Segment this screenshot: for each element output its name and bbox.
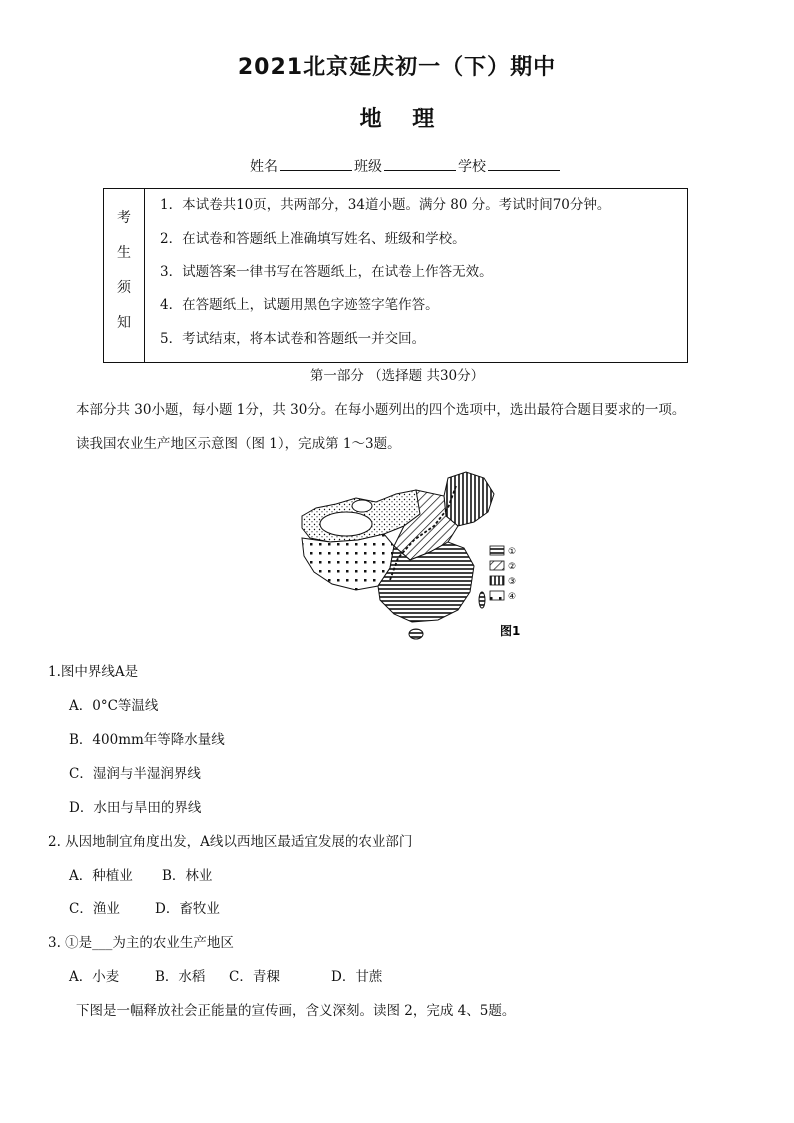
option[interactable]: A．小麦 [69,969,120,985]
option[interactable]: C．青稞 [229,969,280,985]
next-section-intro: 下图是一幅释放社会正能量的宣传画，含义深刻。读图 2，完成 4、5题。 [76,1003,516,1019]
notice-rule: 5．考试结束，将本试卷和答题纸一并交回。 [160,331,426,347]
legend-swatch-4 [490,591,504,600]
school-label: 学校 [458,159,486,175]
notice-heading-char: 须 [117,280,131,296]
subject-title: 地 理 [359,107,435,132]
notice-heading [104,189,145,362]
student-info-line [250,156,562,176]
notice-rule: 4．在答题纸上，试题用黑色字迹签字笔作答。 [160,297,439,313]
option[interactable]: C．渔业 [69,901,120,917]
class-blank[interactable] [384,156,456,171]
name-blank[interactable] [280,156,352,171]
legend-label-2: ② [508,562,517,572]
school-blank[interactable] [488,156,560,171]
class-label: 班级 [354,159,382,175]
option[interactable]: B．水稻 [155,969,206,985]
option[interactable]: D．甘蔗 [331,969,383,985]
map-instruction: 读我国农业生产地区示意图（图 1），完成第 1～3题。 [76,436,401,452]
notice-heading-char: 考 [117,210,131,226]
exam-notice-box [103,188,688,363]
figure-caption: 图1 [500,624,521,638]
option[interactable]: B．400mm年等降水量线 [69,732,225,748]
option[interactable]: A．0°C等温线 [69,698,159,714]
option[interactable]: B．林业 [162,868,213,884]
notice-rule: 3．试题答案一律书写在答题纸上，在试卷上作答无效。 [160,264,493,280]
question-stem: 3. ①是___为主的农业生产地区 [48,935,234,951]
option[interactable]: A．种植业 [69,868,133,884]
legend-label-1: ① [508,547,517,557]
name-label: 姓名 [250,159,278,175]
option[interactable]: D．水田与旱田的界线 [69,800,202,816]
notice-rule: 1．本试卷共10页，共两部分，34道小题。满分 80 分。考试时间70分钟。 [160,197,611,213]
legend-swatch-2 [490,561,504,570]
exam-title: 2021北京延庆初一（下）期中 [237,55,557,80]
option[interactable]: C．湿润与半湿润界线 [69,766,201,782]
china-agriculture-map [298,468,548,648]
question-stem: 2. 从因地制宜角度出发，A线以西地区最适宜发展的农业部门 [48,834,413,850]
option[interactable]: D．畜牧业 [155,901,220,917]
notice-heading-char: 生 [117,245,131,261]
notice-rule: 2．在试卷和答题纸上准确填写姓名、班级和学校。 [160,231,466,247]
part1-intro: 本部分共 30小题，每小题 1分，共 30分。在每小题列出的四个选项中，选出最符合题目要求的一项。 [76,402,686,418]
legend-label-3: ③ [508,577,517,587]
part1-heading: 第一部分 （选择题 共30分） [309,368,485,384]
legend-swatch-3 [490,576,504,585]
question-stem: 1.图中界线A是 [48,664,139,680]
legend-swatch-1 [490,546,504,555]
legend-label-4: ④ [508,592,517,602]
notice-heading-char: 知 [117,315,131,331]
